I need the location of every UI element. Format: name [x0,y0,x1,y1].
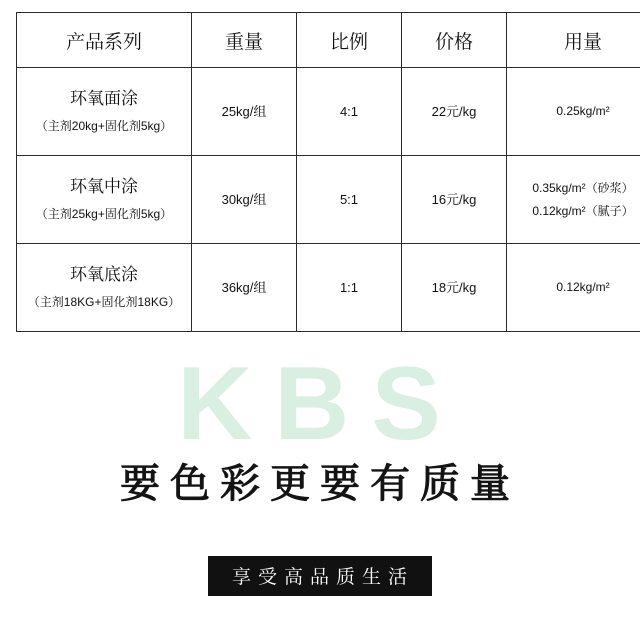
cell-ratio: 1:1 [297,244,402,332]
sub-slogan-container [0,556,640,596]
cell-usage [507,156,640,244]
column-header-price: 价格 [402,13,507,68]
series-composition: （主剂25kg+固化剂5kg） [35,207,173,222]
series-name: 环氧中涂 [70,176,138,196]
series-composition: （主剂20kg+固化剂5kg） [35,119,173,134]
usage-line: 0.12kg/m²（腻子） [532,203,634,218]
column-header-series: 产品系列 [17,13,192,68]
spec-table [16,12,640,332]
column-header-usage: 用量 [507,13,640,68]
cell-ratio: 4:1 [297,68,402,156]
cell-usage [507,244,640,332]
cell-series [17,156,192,244]
table-body [17,68,640,332]
usage-line: 0.12kg/m² [556,280,610,295]
table-row [17,156,640,244]
table-header-row [17,13,640,68]
series-composition: （主剂18KG+固化剂18KG） [27,295,181,310]
series-name: 环氧底涂 [70,264,138,284]
cell-series [17,68,192,156]
sub-slogan-banner: 享受高品质生活 [208,556,432,596]
usage-line: 0.35kg/m²（砂浆） [532,180,634,195]
cell-usage [507,68,640,156]
cell-weight: 30kg/组 [192,156,297,244]
cell-series [17,244,192,332]
cell-weight: 36kg/组 [192,244,297,332]
slogan-text: 要色彩更要有质量 [120,462,520,506]
cell-ratio: 5:1 [297,156,402,244]
brand-watermark: KBS [177,346,463,462]
cell-price: 16元/kg [402,156,507,244]
spec-table-container [16,12,634,332]
table-row [17,244,640,332]
usage-line: 0.25kg/m² [556,104,610,119]
table-header [17,13,640,68]
column-header-weight: 重量 [192,13,297,68]
series-name: 环氧面涂 [70,88,138,108]
cell-weight: 25kg/组 [192,68,297,156]
table-row [17,68,640,156]
column-header-ratio: 比例 [297,13,402,68]
cell-price: 18元/kg [402,244,507,332]
cell-price: 22元/kg [402,68,507,156]
